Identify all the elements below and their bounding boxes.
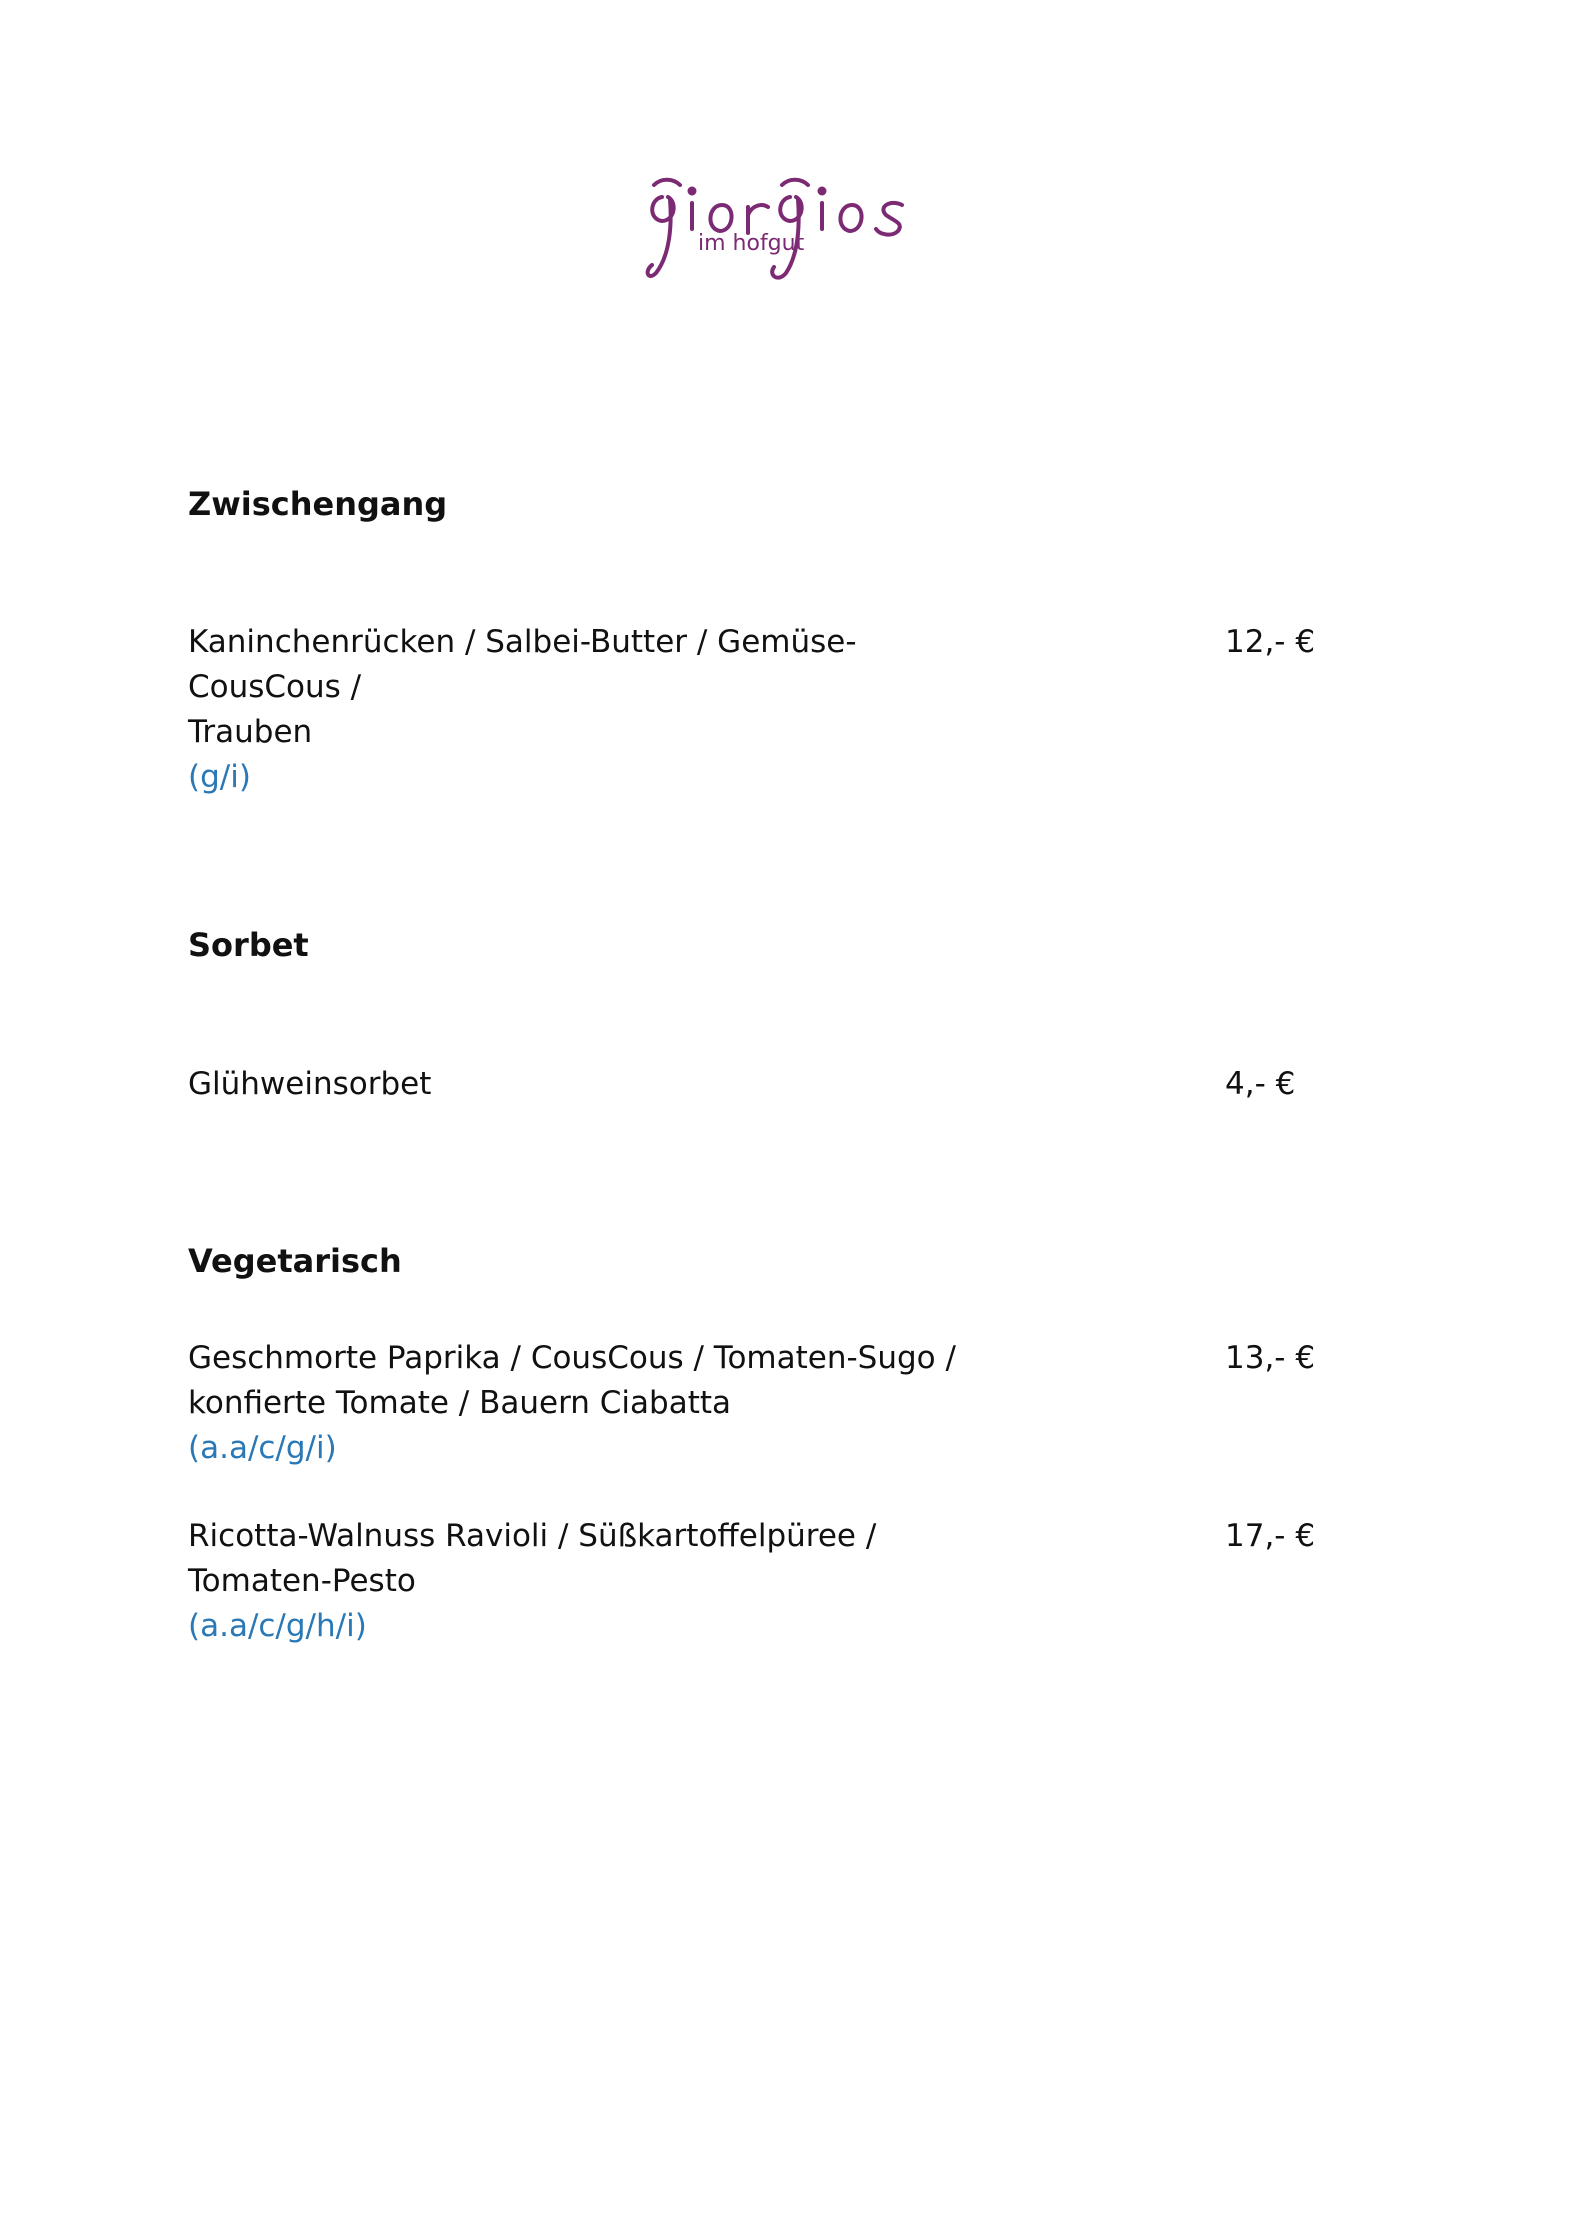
item-price: 13,- € — [1225, 1340, 1316, 1376]
menu-item — [188, 1336, 1388, 1471]
item-allergens: (a.a/c/g/h/i) — [188, 1608, 367, 1644]
item-description-line: Glühweinsorbet — [188, 1066, 432, 1102]
menu-item — [188, 1514, 1388, 1649]
menu-item — [188, 620, 1388, 800]
section-title-zwischengang: Zwischengang — [188, 485, 448, 523]
restaurant-logo — [640, 155, 940, 290]
item-price: 12,- € — [1225, 624, 1316, 660]
item-description-line: konfierte Tomate / Bauern Ciabatta — [188, 1385, 732, 1421]
item-description — [188, 1514, 1008, 1604]
item-description — [188, 620, 1008, 755]
item-price: 4,- € — [1225, 1066, 1296, 1102]
logo-subtitle: im hofgut — [698, 231, 805, 256]
section-title-sorbet: Sorbet — [188, 926, 309, 964]
item-description-line: Geschmorte Paprika / CousCous / Tomaten-Sugo / — [188, 1340, 956, 1376]
item-description — [188, 1336, 1008, 1426]
logo-graphic — [640, 155, 940, 290]
menu-item — [188, 1062, 1388, 1107]
item-description-line: Tomaten-Pesto — [188, 1563, 416, 1599]
item-allergens: (g/i) — [188, 759, 251, 795]
item-description — [188, 1062, 1008, 1107]
section-title-vegetarisch: Vegetarisch — [188, 1242, 402, 1280]
item-description-line: Ricotta-Walnuss Ravioli / Süßkartoffelpüree / — [188, 1518, 877, 1554]
item-allergens: (a.a/c/g/i) — [188, 1430, 337, 1466]
item-price: 17,- € — [1225, 1518, 1316, 1554]
item-description-line: Kaninchenrücken / Salbei-Butter / Gemüse-CousCous / — [188, 624, 857, 705]
item-description-line: Trauben — [188, 714, 313, 750]
